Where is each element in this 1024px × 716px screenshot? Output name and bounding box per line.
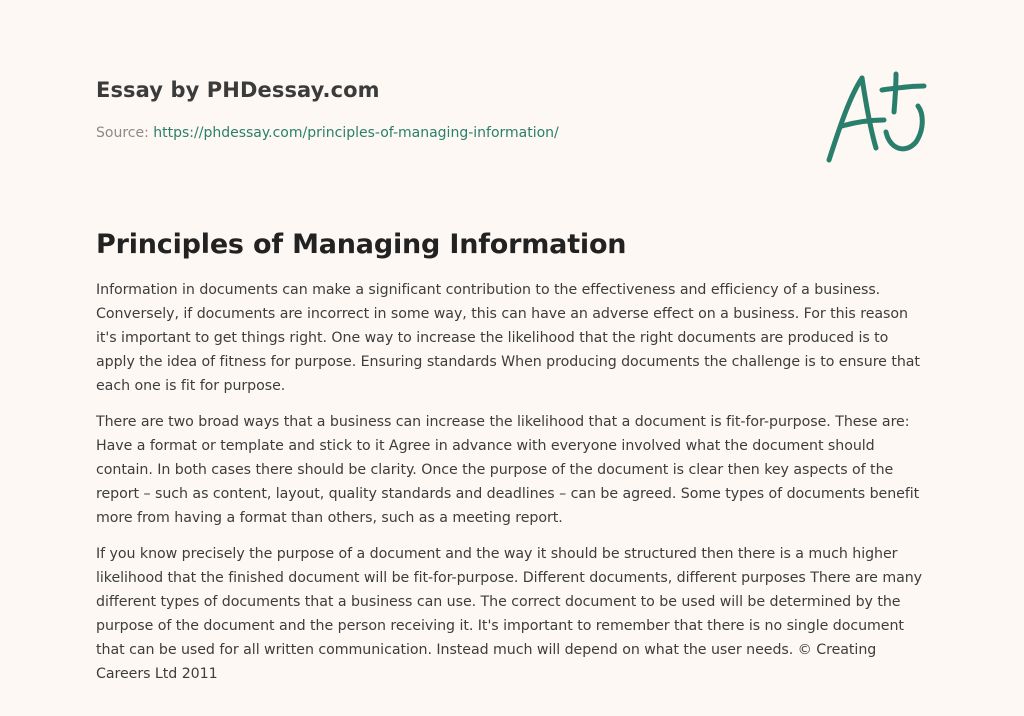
essay-paragraph-2: There are two broad ways that a business can increase the likelihood that a document is fit-for-purpose. These are: Have a format or template and stick to it Agree in advance with everyone involved what the document should contain. In both cases there should be clarity. Once the purpose of the document is clear then key aspects of the report – such as content, layout, quality standards and deadlines – can be agreed. Some types of documents benefit more from having a format than others, such as a meeting report.	[96, 414, 920, 526]
essay-paragraph-3: If you know precisely the purpose of a document and the way it should be structured then there is a much higher likelihood that the finished document will be fit-for-purpose. Different documents, different purposes There are many different types of documents that a business can use. The correct document to be used will be determined by the purpose of the document and the person receiving it. It's important to remember that there is no single document that can be used for all written communication. Instead much will depend on what the user needs. © Creating Careers Ltd 2011	[96, 546, 923, 682]
source-label: Source:	[96, 125, 149, 141]
site-brand: Essay by PHDessay.com	[96, 78, 380, 102]
source-line	[96, 123, 796, 143]
source-link[interactable]: https://phdessay.com/principles-of-managing-information/	[153, 125, 559, 141]
page-header	[96, 76, 796, 143]
essay-title: Principles of Managing Information	[96, 229, 627, 260]
essay-paragraph-1: Information in documents can make a significant contribution to the effectiveness and efficiency of a business. Conversely, if documents are incorrect in some way, this can have an adverse effect on a business. For this reason it's important to get things right. One way to increase the likelihood that the right documents are produced is to apply the idea of fitness for purpose. Ensuring standards When producing documents the challenge is to ensure that each one is fit for purpose.	[96, 282, 920, 394]
essay-content	[96, 226, 928, 698]
a-plus-grade-icon	[820, 66, 930, 166]
